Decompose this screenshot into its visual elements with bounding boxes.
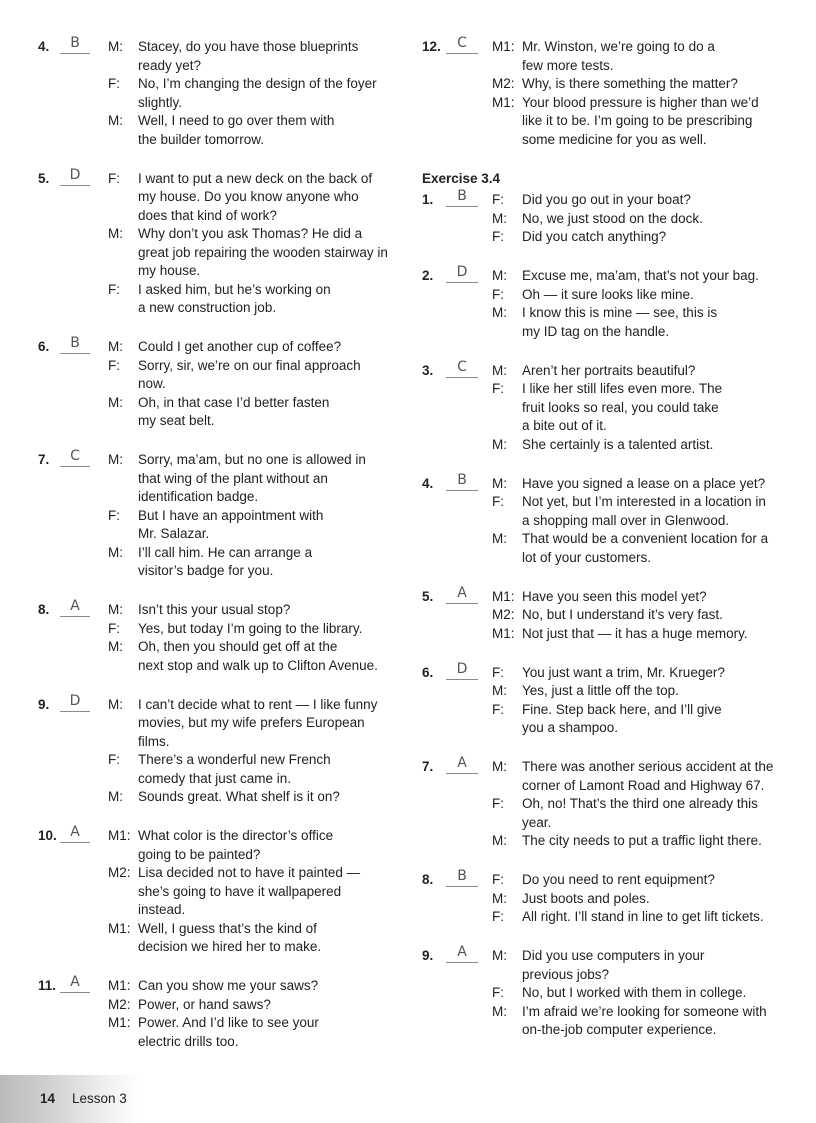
dialogue-line (38, 170, 398, 226)
dialogue-line (422, 267, 792, 286)
item-number: 6. (422, 664, 434, 680)
speaker-label: F: (492, 985, 504, 1000)
dialogue-item (422, 660, 792, 738)
dialogue-text: The city needs to put a traffic light there. (522, 833, 762, 848)
dialogue-text: my seat belt. (138, 413, 215, 428)
dialogue-line (38, 544, 398, 581)
dialogue-line (422, 682, 792, 701)
dialogue-text: I’m afraid we’re looking for someone with (522, 1003, 767, 1019)
dialogue-text: some medicine for you as well. (522, 131, 707, 147)
dialogue-text: few more tests. (522, 57, 614, 73)
dialogue-line (422, 286, 792, 305)
dialogue-item (422, 35, 792, 149)
speaker-label: F: (108, 620, 120, 636)
dialogue-text: you a shampoo. (522, 720, 619, 735)
dialogue-text: Fine. Step back here, and I’ll give (522, 701, 722, 717)
item-number: 5. (422, 588, 434, 604)
handwritten-answer: A (446, 943, 478, 963)
speaker-label: M: (108, 452, 123, 467)
dialogue-line (422, 664, 792, 683)
handwritten-answer: C (446, 358, 478, 378)
dialogue-text: previous jobs? (522, 966, 610, 982)
handwritten-answer: D (446, 263, 478, 283)
speaker-label: M: (108, 394, 123, 410)
dialogue-line (38, 827, 398, 864)
dialogue-line (422, 832, 792, 851)
dialogue-line (38, 394, 398, 431)
dialogue-text: films. (138, 733, 170, 749)
item-number: 9. (422, 948, 434, 963)
dialogue-line (38, 977, 398, 996)
dialogue-text: she’s going to have it wallpapered (138, 883, 342, 899)
dialogue-line (422, 588, 792, 607)
dialogue-item (422, 188, 792, 247)
speaker-label: M: (492, 948, 507, 963)
speaker-label: M: (492, 210, 507, 226)
dialogue-line (422, 795, 792, 832)
speaker-label: F: (108, 752, 120, 767)
dialogue-text: But I have an appointment with (138, 507, 324, 523)
speaker-label: M1: (108, 978, 131, 993)
dialogue-item (422, 944, 792, 1040)
dialogue-text: great job repairing the wooden stairway in (138, 244, 388, 260)
speaker-label: M: (108, 696, 123, 712)
dialogue-item (38, 824, 398, 957)
speaker-label: F: (492, 796, 504, 811)
dialogue-text: I like her still lifes even more. The (522, 381, 723, 396)
dialogue-text: does that kind of work? (138, 207, 277, 223)
dialogue-text: Aren’t her portraits beautiful? (522, 362, 696, 378)
speaker-label: M1: (492, 588, 515, 604)
speaker-label: M: (108, 339, 123, 354)
page-number: 14 (40, 1091, 56, 1106)
speaker-label: M1: (492, 625, 515, 641)
dialogue-line (422, 606, 792, 625)
handwritten-answer: B (60, 34, 90, 54)
speaker-label: M: (492, 475, 507, 491)
page-footer (0, 1075, 140, 1123)
speaker-label: F: (492, 192, 504, 207)
dialogue-text: Did you use computers in your (522, 948, 705, 963)
speaker-label: M: (492, 683, 507, 698)
item-number: 2. (422, 268, 434, 283)
dialogue-text: Isn’t this your usual stop? (138, 602, 291, 617)
dialogue-text: Not yet, but I’m interested in a location in (522, 494, 766, 509)
speaker-label: M1: (108, 1015, 131, 1030)
dialogue-line (38, 751, 398, 788)
dialogue-text: There was another serious accident at the (522, 759, 774, 774)
dialogue-text: now. (138, 376, 166, 391)
item-number: 12. (422, 39, 441, 54)
left-column (38, 35, 398, 1072)
speaker-label: M1: (492, 39, 515, 54)
dialogue-text: Mr. Salazar. (138, 526, 210, 541)
speaker-label: M: (492, 759, 507, 774)
lesson-label: Lesson 3 (72, 1091, 127, 1106)
speaker-label: F: (108, 357, 120, 373)
dialogue-text: my ID tag on the handle. (522, 323, 670, 339)
handwritten-answer: A (446, 584, 478, 604)
dialogue-item (422, 358, 792, 455)
speaker-label: M: (492, 1003, 507, 1019)
dialogue-line (422, 530, 792, 567)
dialogue-text: Why don’t you ask Thomas? He did a (138, 226, 363, 241)
dialogue-line (38, 357, 398, 394)
dialogue-text: identification badge. (138, 489, 259, 504)
dialogue-text: Sorry, sir, we’re on our final approach (138, 357, 361, 373)
speaker-label: M: (492, 833, 507, 848)
dialogue-line (422, 871, 792, 890)
exercise-heading: Exercise 3.4 (422, 170, 501, 186)
dialogue-text: Did you catch anything? (522, 229, 667, 244)
dialogue-text: Power. And I’d like to see your (138, 1015, 319, 1030)
dialogue-text: corner of Lamont Road and Highway 67. (522, 777, 765, 793)
dialogue-line (38, 1014, 398, 1051)
speaker-label: M1: (108, 828, 131, 843)
dialogue-line (38, 601, 398, 620)
dialogue-text: a new construction job. (138, 300, 277, 315)
speaker-label: M2: (492, 607, 515, 622)
dialogue-line (422, 625, 792, 644)
dialogue-text: There’s a wonderful new French (138, 752, 331, 767)
dialogue-line (422, 94, 792, 150)
dialogue-item (38, 335, 398, 431)
dialogue-text: year. (522, 814, 552, 830)
dialogue-text: like it to be. I’m going to be prescribing (522, 113, 753, 128)
handwritten-answer: A (446, 754, 478, 774)
handwritten-answer: C (60, 447, 90, 467)
speaker-label: M1: (108, 920, 131, 936)
dialogue-line (38, 451, 398, 507)
dialogue-line (38, 507, 398, 544)
speaker-label: M2: (492, 76, 515, 91)
dialogue-item (38, 35, 398, 149)
dialogue-text: No, we just stood on the dock. (522, 210, 703, 226)
dialogue-text: a shopping mall over in Glenwood. (522, 512, 730, 528)
speaker-label: F: (108, 170, 120, 186)
dialogue-line (422, 191, 792, 210)
dialogue-text: electric drills too. (138, 1033, 239, 1049)
dialogue-item (38, 692, 398, 807)
dialogue-text: ready yet? (138, 57, 202, 73)
dialogue-line (38, 920, 398, 957)
dialogue-line (38, 338, 398, 357)
speaker-label: F: (492, 664, 504, 680)
dialogue-text: No, but I worked with them in college. (522, 985, 747, 1000)
speaker-label: M: (108, 39, 123, 54)
dialogue-text: Did you go out in your boat? (522, 192, 691, 207)
dialogue-line (422, 362, 792, 381)
dialogue-item (422, 264, 792, 341)
handwritten-answer: D (60, 166, 90, 186)
dialogue-text: That would be a convenient location for a (522, 531, 769, 546)
dialogue-line (422, 493, 792, 530)
speaker-label: F: (108, 76, 120, 91)
handwritten-answer: B (60, 334, 90, 354)
dialogue-text: Why, is there something the matter? (522, 76, 738, 91)
dialogue-text: my house. (138, 263, 201, 278)
dialogue-line (38, 996, 398, 1015)
dialogue-text: Well, I guess that’s the kind of (138, 920, 317, 936)
dialogue-text: Oh — it sure looks like mine. (522, 286, 694, 302)
speaker-label: M: (108, 226, 123, 241)
dialogue-text: Excuse me, ma’am, that’s not your bag. (522, 268, 759, 283)
dialogue-text: Sounds great. What shelf is it on? (138, 789, 340, 804)
speaker-label: F: (492, 381, 504, 396)
speaker-label: M: (108, 113, 123, 128)
dialogue-text: my house. Do you know anyone who (138, 189, 359, 204)
dialogue-line (38, 281, 398, 318)
item-number: 7. (38, 452, 50, 467)
item-number: 1. (422, 192, 434, 207)
dialogue-text: Oh, then you should get off at the (138, 639, 338, 654)
dialogue-text: lot of your customers. (522, 549, 652, 565)
dialogue-text: slightly. (138, 94, 183, 110)
dialogue-text: on-the-job computer experience. (522, 1022, 717, 1037)
dialogue-text: Well, I need to go over them with (138, 113, 335, 128)
dialogue-text: I’ll call him. He can arrange a (138, 544, 313, 560)
dialogue-text: I can’t decide what to rent — I like funny (138, 696, 378, 712)
speaker-label: M: (108, 544, 123, 560)
dialogue-line (38, 225, 398, 281)
speaker-label: F: (492, 229, 504, 244)
dialogue-item (38, 974, 398, 1051)
speaker-label: M: (492, 305, 507, 320)
right-column (422, 35, 792, 1060)
speaker-label: F: (492, 494, 504, 509)
speaker-label: M2: (108, 996, 131, 1012)
dialogue-line (422, 436, 792, 455)
dialogue-text: She certainly is a talented artist. (522, 436, 714, 452)
handwritten-answer: D (446, 660, 478, 680)
dialogue-text: I asked him, but he’s working on (138, 281, 331, 297)
dialogue-text: I want to put a new deck on the back of (138, 170, 373, 186)
dialogue-item (422, 868, 792, 927)
speaker-label: M: (108, 789, 123, 804)
speaker-label: F: (492, 909, 504, 924)
dialogue-text: What color is the director’s office (138, 828, 334, 843)
speaker-label: F: (108, 281, 120, 297)
item-number: 5. (38, 170, 50, 186)
item-number: 9. (38, 696, 50, 712)
handwritten-answer: B (446, 187, 478, 207)
dialogue-line (422, 1003, 792, 1040)
dialogue-item (422, 755, 792, 851)
dialogue-line (38, 864, 398, 920)
dialogue-line (422, 380, 792, 436)
dialogue-line (422, 984, 792, 1003)
dialogue-text: that wing of the plant without an (138, 470, 328, 486)
handwritten-answer: C (446, 34, 478, 54)
dialogue-text: Your blood pressure is higher than we’d (522, 94, 759, 110)
dialogue-text: going to be painted? (138, 846, 261, 862)
dialogue-line (38, 620, 398, 639)
dialogue-text: a bite out of it. (522, 418, 607, 433)
dialogue-text: All right. I’ll stand in line to get lift tickets. (522, 909, 764, 924)
dialogue-text: Mr. Winston, we’re going to do a (522, 39, 715, 54)
dialogue-text: fruit looks so real, you could take (522, 399, 719, 415)
speaker-label: F: (492, 286, 504, 302)
dialogue-text: Oh, no! That’s the third one already this (522, 796, 758, 811)
dialogue-line (422, 701, 792, 738)
dialogue-text: Not just that — it has a huge memory. (522, 625, 748, 641)
dialogue-text: Yes, but today I’m going to the library. (138, 620, 363, 636)
item-number: 6. (38, 339, 50, 354)
dialogue-item (38, 166, 398, 318)
dialogue-item (38, 448, 398, 581)
dialogue-text: visitor’s badge for you. (138, 563, 274, 578)
dialogue-line (422, 210, 792, 229)
dialogue-line (38, 75, 398, 112)
handwritten-answer: A (60, 597, 90, 617)
dialogue-line (422, 758, 792, 795)
item-number: 10. (38, 828, 57, 843)
dialogue-text: Could I get another cup of coffee? (138, 339, 342, 354)
item-number: 7. (422, 759, 434, 774)
item-number: 11. (38, 978, 57, 993)
dialogue-text: the builder tomorrow. (138, 131, 265, 147)
dialogue-text: comedy that just came in. (138, 770, 292, 786)
speaker-label: M: (108, 602, 123, 617)
dialogue-text: Oh, in that case I’d better fasten (138, 394, 330, 410)
handwritten-answer: A (60, 973, 90, 993)
dialogue-line (422, 908, 792, 927)
dialogue-text: Stacey, do you have those blueprints (138, 39, 359, 54)
item-number: 4. (38, 39, 50, 54)
item-number: 8. (422, 872, 434, 887)
dialogue-text: Just boots and poles. (522, 890, 650, 906)
dialogue-text: decision we hired her to make. (138, 939, 322, 954)
dialogue-text: No, I’m changing the design of the foyer (138, 76, 377, 91)
dialogue-line (38, 696, 398, 752)
item-number: 4. (422, 475, 434, 491)
dialogue-text: movies, but my wife prefers European (138, 715, 365, 730)
dialogue-item (422, 471, 792, 568)
handwritten-answer: B (446, 471, 478, 491)
dialogue-line (422, 304, 792, 341)
handwritten-answer: D (60, 692, 90, 712)
dialogue-line (422, 228, 792, 247)
speaker-label: M: (492, 531, 507, 546)
dialogue-text: Do you need to rent equipment? (522, 872, 715, 887)
dialogue-text: No, but I understand it’s very fast. (522, 607, 723, 622)
dialogue-line (422, 475, 792, 494)
dialogue-line (38, 112, 398, 149)
dialogue-line (422, 38, 792, 75)
dialogue-line (38, 638, 398, 675)
dialogue-text: I know this is mine — see, this is (522, 305, 718, 320)
speaker-label: M: (108, 639, 123, 654)
dialogue-line (422, 947, 792, 984)
dialogue-item (38, 598, 398, 675)
speaker-label: M1: (492, 94, 515, 110)
speaker-label: M: (492, 268, 507, 283)
dialogue-text: next stop and walk up to Clifton Avenue. (138, 657, 378, 673)
speaker-label: F: (492, 701, 504, 717)
speaker-label: M: (492, 362, 507, 378)
item-number: 3. (422, 362, 434, 378)
dialogue-line (38, 38, 398, 75)
handwritten-answer: A (60, 823, 90, 843)
speaker-label: F: (492, 872, 504, 887)
speaker-label: M: (492, 890, 507, 906)
handwritten-answer: B (446, 867, 478, 887)
dialogue-text: Can you show me your saws? (138, 978, 319, 993)
item-number: 8. (38, 602, 50, 617)
speaker-label: M: (492, 436, 507, 452)
dialogue-text: Have you seen this model yet? (522, 588, 707, 604)
dialogue-item (422, 584, 792, 644)
dialogue-text: You just want a trim, Mr. Krueger? (522, 664, 725, 680)
dialogue-text: instead. (138, 902, 186, 917)
speaker-label: M2: (108, 865, 131, 880)
dialogue-text: Power, or hand saws? (138, 996, 271, 1012)
dialogue-text: Lisa decided not to have it painted — (138, 865, 361, 880)
speaker-label: F: (108, 507, 120, 523)
dialogue-text: Sorry, ma’am, but no one is allowed in (138, 452, 366, 467)
dialogue-text: Yes, just a little off the top. (522, 683, 679, 698)
dialogue-line (422, 890, 792, 909)
dialogue-line (422, 75, 792, 94)
dialogue-text: Have you signed a lease on a place yet? (522, 475, 766, 491)
dialogue-line (38, 788, 398, 807)
